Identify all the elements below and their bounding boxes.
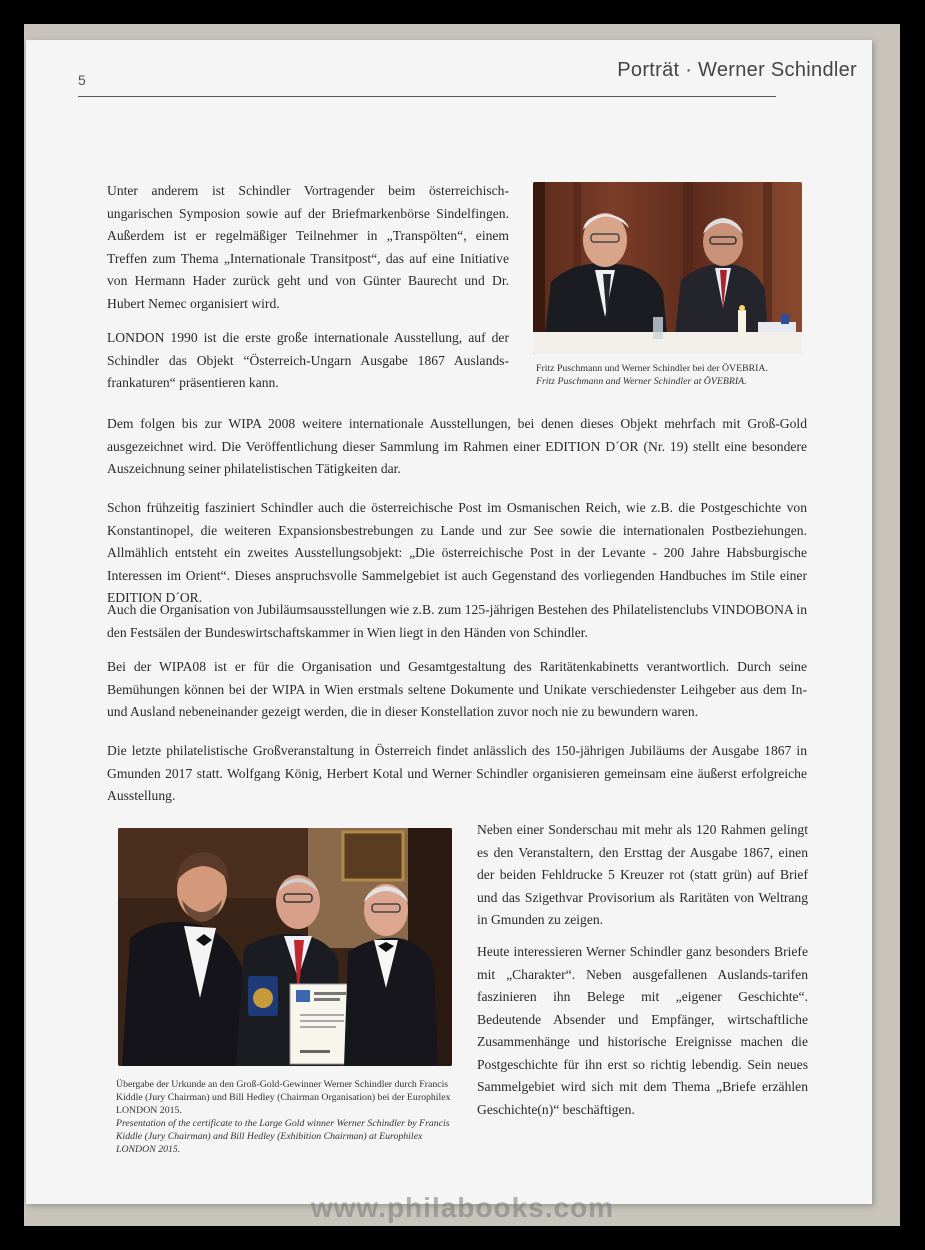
photo1-caption (536, 362, 806, 388)
photo2-caption-en: Presentation of the certificate to the Large Gold winner Werner Schindler by Francis Kiddle (Jury Chairman) and Bill Hedley (Exhibition Chairman) at Europhilex LONDON 2015. (116, 1118, 450, 1155)
photo2-caption (116, 1078, 456, 1156)
photo1-caption-en: Fritz Puschmann and Werner Schindler at ÖVEBRIA. (536, 376, 747, 387)
paragraph-4: Schon frühzeitig fasziniert Schindler auch die österreichische Post im Osmanischen Reich, wie z.B. die Postgeschichte von Konstantinopel, die weiteren Expansionsbestrebungen zu Lande und zur See sowie die internationalen Postbeziehungen. Allmählich entsteht ein zweites Ausstellungsobjekt: „Die österreichische Post in der Levante - 200 Jahre Habsburgische Interessen im Orient“. Dieses anspruchsvolle Sammelgebiet ist auch Gegenstand des vorliegenden Handbuches im Stile einer EDITION D´OR. (107, 500, 807, 605)
paragraph-2: LONDON 1990 ist die erste große internationale Ausstellung, auf der Schindler das Objekt “Österreich-Ungarn Ausgabe 1867 Auslands-frankaturen“ präsentieren kann. (107, 330, 509, 390)
paragraph-3: Dem folgen bis zur WIPA 2008 weitere internationale Ausstellungen, bei denen dieses Objekt mehrfach mit Groß-Gold ausgezeichnet wird. Die Veröffentlichung dieser Sammlung im Rahmen einer EDITION D´OR (Nr. 19) stellt eine besondere Auszeichnung seiner philatelistischen Tätigkeiten dar. (107, 416, 807, 476)
paragraph-1: Unter anderem ist Schindler Vortragender beim österreichisch-ungarischen Symposion sowie auf der Briefmarkenbörse Sindelfingen. Außerdem ist er regelmäßiger Teilnehmer in „Transpölten“, einem Treffen zum Thema „Internationale Transitpost“, das auf eine Initiative von Hermann Hader zurück geht und von Günter Baurecht und Dr. Hubert Nemec organisiert wird. (107, 183, 509, 311)
running-header-title: Porträt · Werner Schindler (617, 59, 857, 81)
paragraph-8: Neben einer Sonderschau mit mehr als 120 Rahmen gelingt es den Veranstaltern, den Ersttag der Ausgabe 1867, einen der beiden Fehldrucke 5 Kreuzer rot (statt grün) auf Brief und das Szigethvar Provisorium als Raritäten von Weltrang in Gmunden zu zeigen. (477, 822, 808, 927)
page-number: 5 (78, 72, 86, 88)
photo1-caption-de: Fritz Puschmann und Werner Schindler bei der ÖVEBRIA. (536, 363, 768, 374)
paragraph-6: Bei der WIPA08 ist er für die Organisation und Gesamtgestaltung des Raritätenkabinetts verantwortlich. Durch seine Bemühungen können bei der WIPA in Wien erstmals seltene Dokumente und Unikate verschiedenster Leihgeber aus dem In- und Ausland nebeneinander gezeigt werden, die in dieser Konstellation zuvor noch nie zu bewundern waren. (107, 659, 807, 719)
photo2-caption-de: Übergabe der Urkunde an den Groß-Gold-Gewinner Werner Schindler durch Francis Kiddle (Jury Chairman) und Bill Hedley (Chairman Organisation) bei der Europhilex LONDON 2015. (116, 1079, 451, 1116)
photo-award-ceremony (118, 828, 452, 1066)
header-divider (78, 96, 776, 97)
photo-puschmann-schindler (533, 182, 802, 354)
watermark: www.philabooks.com (310, 1192, 615, 1223)
paragraph-7: Die letzte philatelistische Großveranstaltung in Österreich findet anlässlich des 150-jährigen Jubiläums der Ausgabe 1867 in Gmunden 2017 statt. Wolfgang König, Herbert Kotal und Werner Schindler organisieren gemeinsam eine äußerst erfolgreiche Ausstellung. (107, 743, 807, 803)
paragraph-5: Auch die Organisation von Jubiläumsausstellungen wie z.B. zum 125-jährigen Bestehen des Philatelistenclubs VINDOBONA in den Festsälen der Bundeswirtschaftskammer in Wien liegt in den Händen von Schindler. (107, 602, 807, 640)
paragraph-9: Heute interessieren Werner Schindler ganz besonders Briefe mit „Charakter“. Neben ausgefallenen Auslands-tarifen faszinieren ihn Belege mit „eigener Geschichte“. Bedeutende Absender und Empfänger, wirtschaftliche Zusammenhänge und historische Ereignisse machen die Postgeschichte für ihn erst so richtig lebendig. Sein neues Sammelgebiet wird sich mit dem Thema „Briefe erzählen Geschichte(n)“ beschäftigen. (477, 944, 808, 1117)
